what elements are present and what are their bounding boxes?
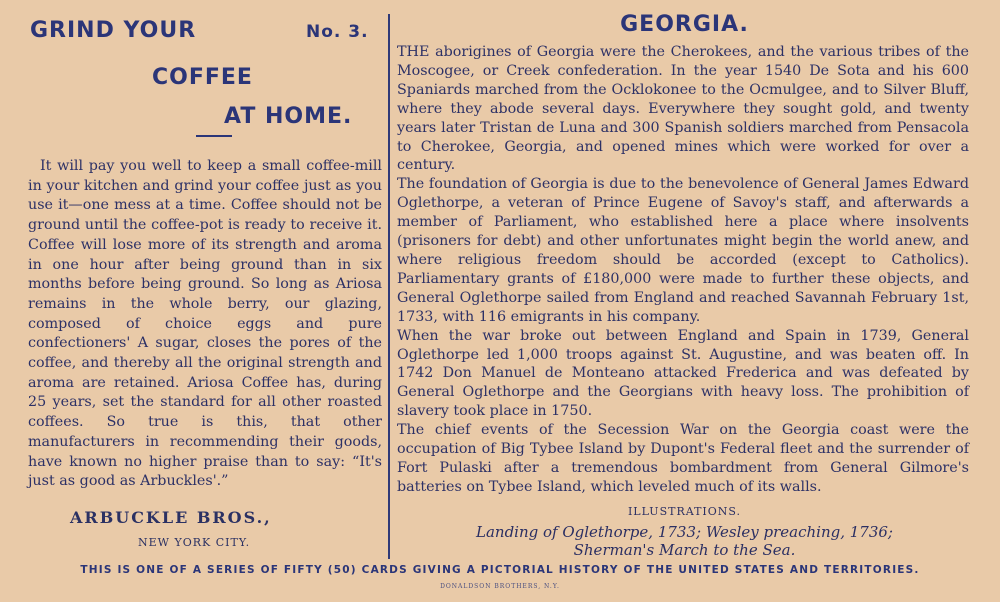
history-paragraph: The foundation of Georgia is due to the benevolence of General James Edward Oglethorpe, a veteran of Prince Eugene of Savoy's staff, and afterwards a member of Parliament, who established here a place where insolvents (prisoners for debt) and other unfortunates might begin the world anew, and where religious freedom should be accorded (except to Catholics). Parliamentary grants of £180,000 were made to further these objects, and General Oglethorpe sailed from England and reached Savannah February 1st, 1733, with 116 emigrants in his company. bbox=[397, 176, 969, 325]
history-paragraph: THE aborigines of Georgia were the Cherokees, and the various tribes of the Moscogee, or Creek confederation. In the year 1540 De Sota and his 600 Spaniards marched from the Ocklokonee to the Ocmulgee, and to Silver Bluff, where they abode several days. Everywhere they sought gold, and twenty years later Tristan de Luna and 300 Spanish soldiers marched from Pensacola to Cherokee, Georgia, and opened mines which were worked for over a century. bbox=[397, 44, 969, 174]
column-divider bbox=[388, 14, 390, 559]
illustrations-line-2: Sherman's March to the Sea. bbox=[573, 541, 796, 559]
coffee-advice-text: It will pay you well to keep a small coffee-mill in your kitchen and grind your coffee just as you use it—one mess at a time. Coffee should not be ground until the coffee-pot is ready to receive it. Coffee will lose more of its strength and aroma in one hour after being ground than in six months before being ground. So long as Ariosa remains in the whole berry, our glazing, composed of choice eggs and pure confectioners' A sugar, closes the pores of the coffee, and thereby all the original strength and aroma are retained. Ariosa Coffee has, during 25 years, set the standard for all other roasted coffees. So true is this, that other manufacturers in recommending their goods, have known no higher praise than to say: “It's just as good as Arbuckles'.” bbox=[28, 158, 382, 490]
heading-grind-your: GRIND YOUR bbox=[30, 18, 197, 43]
signature-arbuckle-bros: ARBUCKLE BROS., bbox=[70, 508, 272, 527]
illustrations-line-1: Landing of Oglethorpe, 1733; Wesley preaching, 1736; bbox=[476, 523, 893, 541]
card-number: No. 3. bbox=[306, 22, 369, 42]
heading-rule bbox=[196, 135, 232, 137]
signature-city: NEW YORK CITY. bbox=[138, 536, 251, 549]
history-paragraph: When the war broke out between England and Spain in 1739, General Oglethorpe led 1,000 troops against St. Augustine, and was beaten off. In 1742 Don Manuel de Monteano attacked Frederica and was defeated by General Oglethorpe and the Georgians with heavy loss. The prohibition of slavery took place in 1750. bbox=[397, 327, 969, 420]
heading-coffee: COFFEE bbox=[152, 65, 253, 90]
heading-at-home: AT HOME. bbox=[224, 104, 353, 129]
printer-credit: DONALDSON BROTHERS, N.Y. bbox=[440, 583, 560, 590]
history-paragraph: The chief events of the Secession War on the Georgia coast were the occupation of Big Tybee Island by Dupont's Federal fleet and the surrender of Fort Pulaski after a tremendous bombardment from General Gilmore's batteries on Tybee Island, which leveled much of its walls. bbox=[397, 422, 969, 495]
history-text bbox=[397, 43, 969, 497]
state-title: GEORGIA. bbox=[620, 12, 749, 37]
series-footer: THIS IS ONE OF A SERIES OF FIFTY (50) CARDS GIVING A PICTORIAL HISTORY OF THE UNITED STATES AND TERRITORIES. bbox=[80, 564, 920, 576]
illustrations-heading: ILLUSTRATIONS. bbox=[627, 505, 742, 518]
